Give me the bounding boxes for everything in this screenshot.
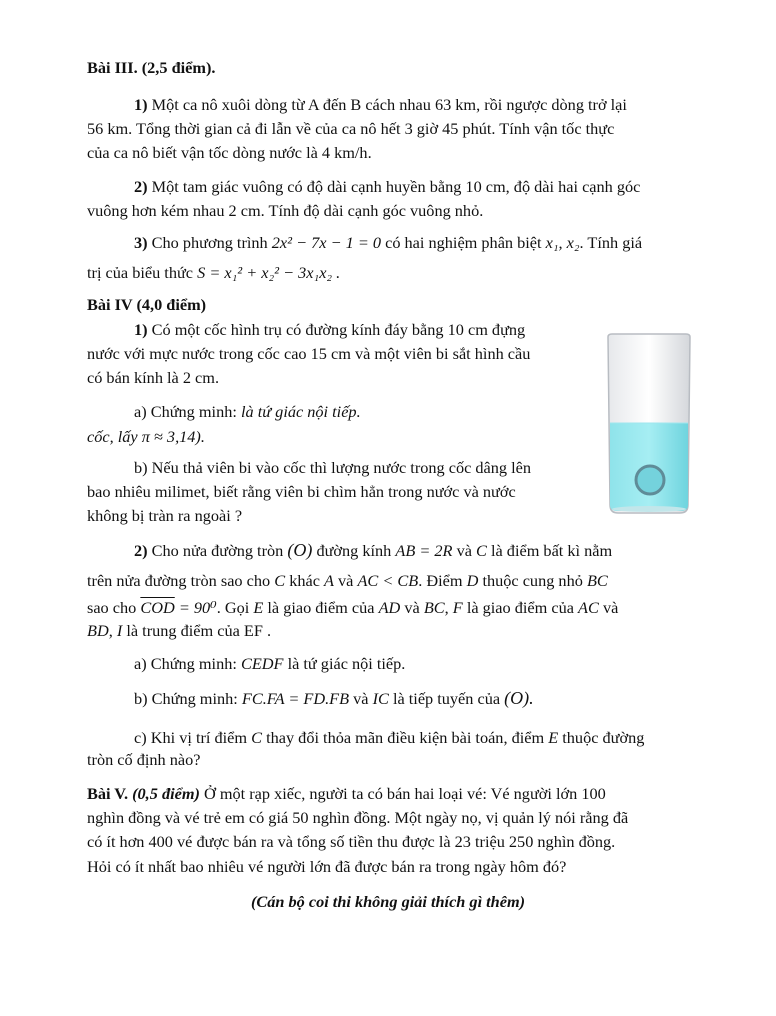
bai4-a-line2: cốc, lấy π ≈ 3,14). <box>87 427 205 446</box>
bai4-q2-t17: , <box>108 621 113 640</box>
bai4-b-line1: b) Nếu thả viên bi vào cốc thì lượng nước trong cốc dâng lên <box>134 458 532 477</box>
bai4-q2-line4 <box>87 621 271 641</box>
bai3-q2-line1 <box>134 177 640 197</box>
bai4-q2-t10: sao cho <box>87 598 137 617</box>
bai4-b-line3: không bị tràn ra ngoài ? <box>87 506 243 525</box>
bai5-points: (0,5 điểm) <box>132 784 200 803</box>
bai4-q2-t3: và <box>456 541 472 560</box>
bai5-line3: có ít hơn 400 vé được bán ra và tổng số tiền thu được là 23 triệu 250 nghìn đồng. <box>87 832 616 851</box>
bai4-q2c-line2: tròn cố định nào? <box>87 750 201 769</box>
bai4-q2-label: 2) <box>134 541 148 560</box>
bai4-q2a-line <box>134 654 405 674</box>
bai3-q2-line2: vuông hơn kém nhau 2 cm. Tính độ dài cạnh góc vuông nhỏ. <box>87 201 484 220</box>
bai3-q3-text1: Cho phương trình <box>151 233 268 252</box>
bai4-q2-t15: là giao điểm của <box>466 598 574 617</box>
bai4-q2-t1: Cho nửa đường tròn <box>151 541 284 560</box>
bai3-q3-roots: x₁, x₂ <box>545 233 580 252</box>
bai4-q2c-t3: thuộc đường <box>562 728 645 747</box>
bai4-q2-BD: BD <box>87 621 109 640</box>
bai4-q2b-t2: và <box>353 689 369 708</box>
bai3-q3-line1 <box>134 233 642 253</box>
bai4-q2-O: (O) <box>287 540 313 560</box>
bai4-q2c-t1: c) Khi vị trí điểm <box>134 728 248 747</box>
bai5-heading: Bài V. <box>87 784 129 803</box>
bai4-q1-line3: có bán kính là 2 cm. <box>87 368 220 387</box>
bai3-q1-line1 <box>134 95 627 115</box>
bai3-q2-text1: Một tam giác vuông có độ dài cạnh huyền bằng 10 cm, độ dài hai cạnh góc <box>151 177 641 196</box>
bai4-a-text2: là tứ giác nội tiếp. <box>240 402 361 421</box>
bai4-a-text1: a) Chứng minh: <box>134 402 237 421</box>
bai4-q2-A: A <box>324 571 334 590</box>
bai4-q2-t13: và <box>404 598 420 617</box>
bai3-q1-text1: Một ca nô xuôi dòng từ A đến B cách nhau 63 km, rồi ngược dòng trở lại <box>151 95 627 114</box>
bai4-q2-BC2: BC <box>423 598 445 617</box>
bai3-q3-text4: trị của biểu thức <box>87 263 194 282</box>
bai3-q3-label: 3) <box>134 233 148 252</box>
bai3-q3-line2 <box>87 263 340 283</box>
bai4-q2-t14: , <box>444 598 449 617</box>
bai4-q2-line3 <box>87 598 618 618</box>
bai3-q1-line2: 56 km. Tổng thời gian cả đi lẫn về của ca nô hết 3 giờ 45 phút. Tính vận tốc thực <box>87 119 615 138</box>
bai4-q2-t2: đường kính <box>316 541 392 560</box>
bai3-q3-text3: . Tính giá <box>579 233 643 252</box>
bai4-a-line1 <box>134 402 361 422</box>
bai5-line2: nghìn đồng và vé trẻ em có giá 50 nghìn đồng. Một ngày nọ, vị quản lý nói rằng đã <box>87 808 629 827</box>
bai5-line4: Hỏi có ít nhất bao nhiêu vé người lớn đã được bán ra trong ngày hôm đó? <box>87 857 567 876</box>
bai4-q2a-t2: là tứ giác nội tiếp. <box>287 654 406 673</box>
bai4-q2-line1 <box>134 540 612 561</box>
bai5-text1: Ở một rạp xiếc, người ta có bán hai loại vé: Vé người lớn 100 <box>204 784 606 803</box>
bai4-q2-t12: là giao điểm của <box>267 598 375 617</box>
bai3-q3-text2: có hai nghiệm phân biệt <box>385 233 542 252</box>
bai4-q2-E: E <box>253 598 264 617</box>
bai4-heading: Bài IV (4,0 điểm) <box>87 295 207 314</box>
bai3-heading: Bài III. (2,5 điểm). <box>87 58 216 77</box>
bai3-q1-label: 1) <box>134 95 148 114</box>
bai4-q2-t7: và <box>338 571 354 590</box>
bai4-q2-BC: BC <box>586 571 608 590</box>
bai3-q1-line3: của ca nô biết vận tốc dòng nước là 4 km/h. <box>87 143 372 162</box>
bai4-q2-t5: trên nửa đường tròn sao cho <box>87 571 271 590</box>
iron-marble <box>636 466 664 494</box>
bai4-q2b-t1: b) Chứng minh: <box>134 689 238 708</box>
bai4-q2-t11: . Gọi <box>216 598 250 617</box>
bai5-line1 <box>87 784 606 804</box>
bai4-q2-D: D <box>466 571 479 590</box>
bai4-q1-label: 1) <box>134 320 148 339</box>
bai4-q2-t18: là trung điểm của EF . <box>126 621 272 640</box>
bai4-q2-t6: khác <box>289 571 320 590</box>
bai3-q3-equation: 2x² − 7x − 1 = 0 <box>271 233 382 252</box>
bai4-q2-ACCB: AC < CB <box>357 571 419 590</box>
bai3-q2-label: 2) <box>134 177 148 196</box>
bai4-q2-arc-COD: $\overline{COD}$ <box>140 598 175 617</box>
bai4-q2-AC: AC <box>578 598 599 617</box>
glass-illustration <box>606 333 692 515</box>
bai4-q2c-t2: thay đổi thỏa mãn điều kiện bài toán, điểm <box>266 728 545 747</box>
bai4-q1-line1 <box>134 320 525 340</box>
bai4-q1-line2: nước với mực nước trong cốc cao 15 cm và một viên bi sắt hình cầu <box>87 344 531 363</box>
bai4-q2-line2 <box>87 571 608 591</box>
bai4-q2-t9: thuộc cung nhỏ <box>482 571 583 590</box>
bai4-q2-AD: AD <box>378 598 401 617</box>
bai4-q2-t8: . Điểm <box>418 571 463 590</box>
bai4-q2b-IC: IC <box>372 689 389 708</box>
bai4-q2b-line <box>134 688 534 709</box>
bai4-q2b-O: (O). <box>504 688 534 708</box>
bai4-q2-t16: và <box>602 598 619 617</box>
bai4-q2a-CEDF: CEDF <box>240 654 284 673</box>
bai4-q2-t4: là điểm bất kì nằm <box>490 541 613 560</box>
bai4-q1-text1: Có một cốc hình trụ có đường kính đáy bằng 10 cm đựng <box>151 320 526 339</box>
bai4-q2c-line1 <box>134 728 644 748</box>
footer-note: (Cán bộ coi thi không giải thích gì thêm) <box>250 892 526 911</box>
bai4-q2-COD-value: = 90⁰ <box>178 598 217 617</box>
bai4-q2-C: C <box>476 541 487 560</box>
bai4-q2b-eq: FC.FA = FD.FB <box>241 689 350 708</box>
bai4-q2c-E: E <box>548 728 559 747</box>
bai4-q2-I: I <box>116 621 123 640</box>
bai4-q2c-C: C <box>251 728 262 747</box>
bai4-q2-F: F <box>452 598 463 617</box>
bai3-q3-expression: S = x₁² + x₂² − 3x₁x₂ . <box>197 263 341 282</box>
bai4-q2a-t1: a) Chứng minh: <box>134 654 237 673</box>
bai4-q2b-t3: là tiếp tuyến của <box>392 689 501 708</box>
bai4-q2-C2: C <box>274 571 286 590</box>
bai4-q2-AB: AB = 2R <box>395 541 453 560</box>
bai4-b-line2: bao nhiêu milimet, biết rằng viên bi chìm hẳn trong nước và nước <box>87 482 516 501</box>
